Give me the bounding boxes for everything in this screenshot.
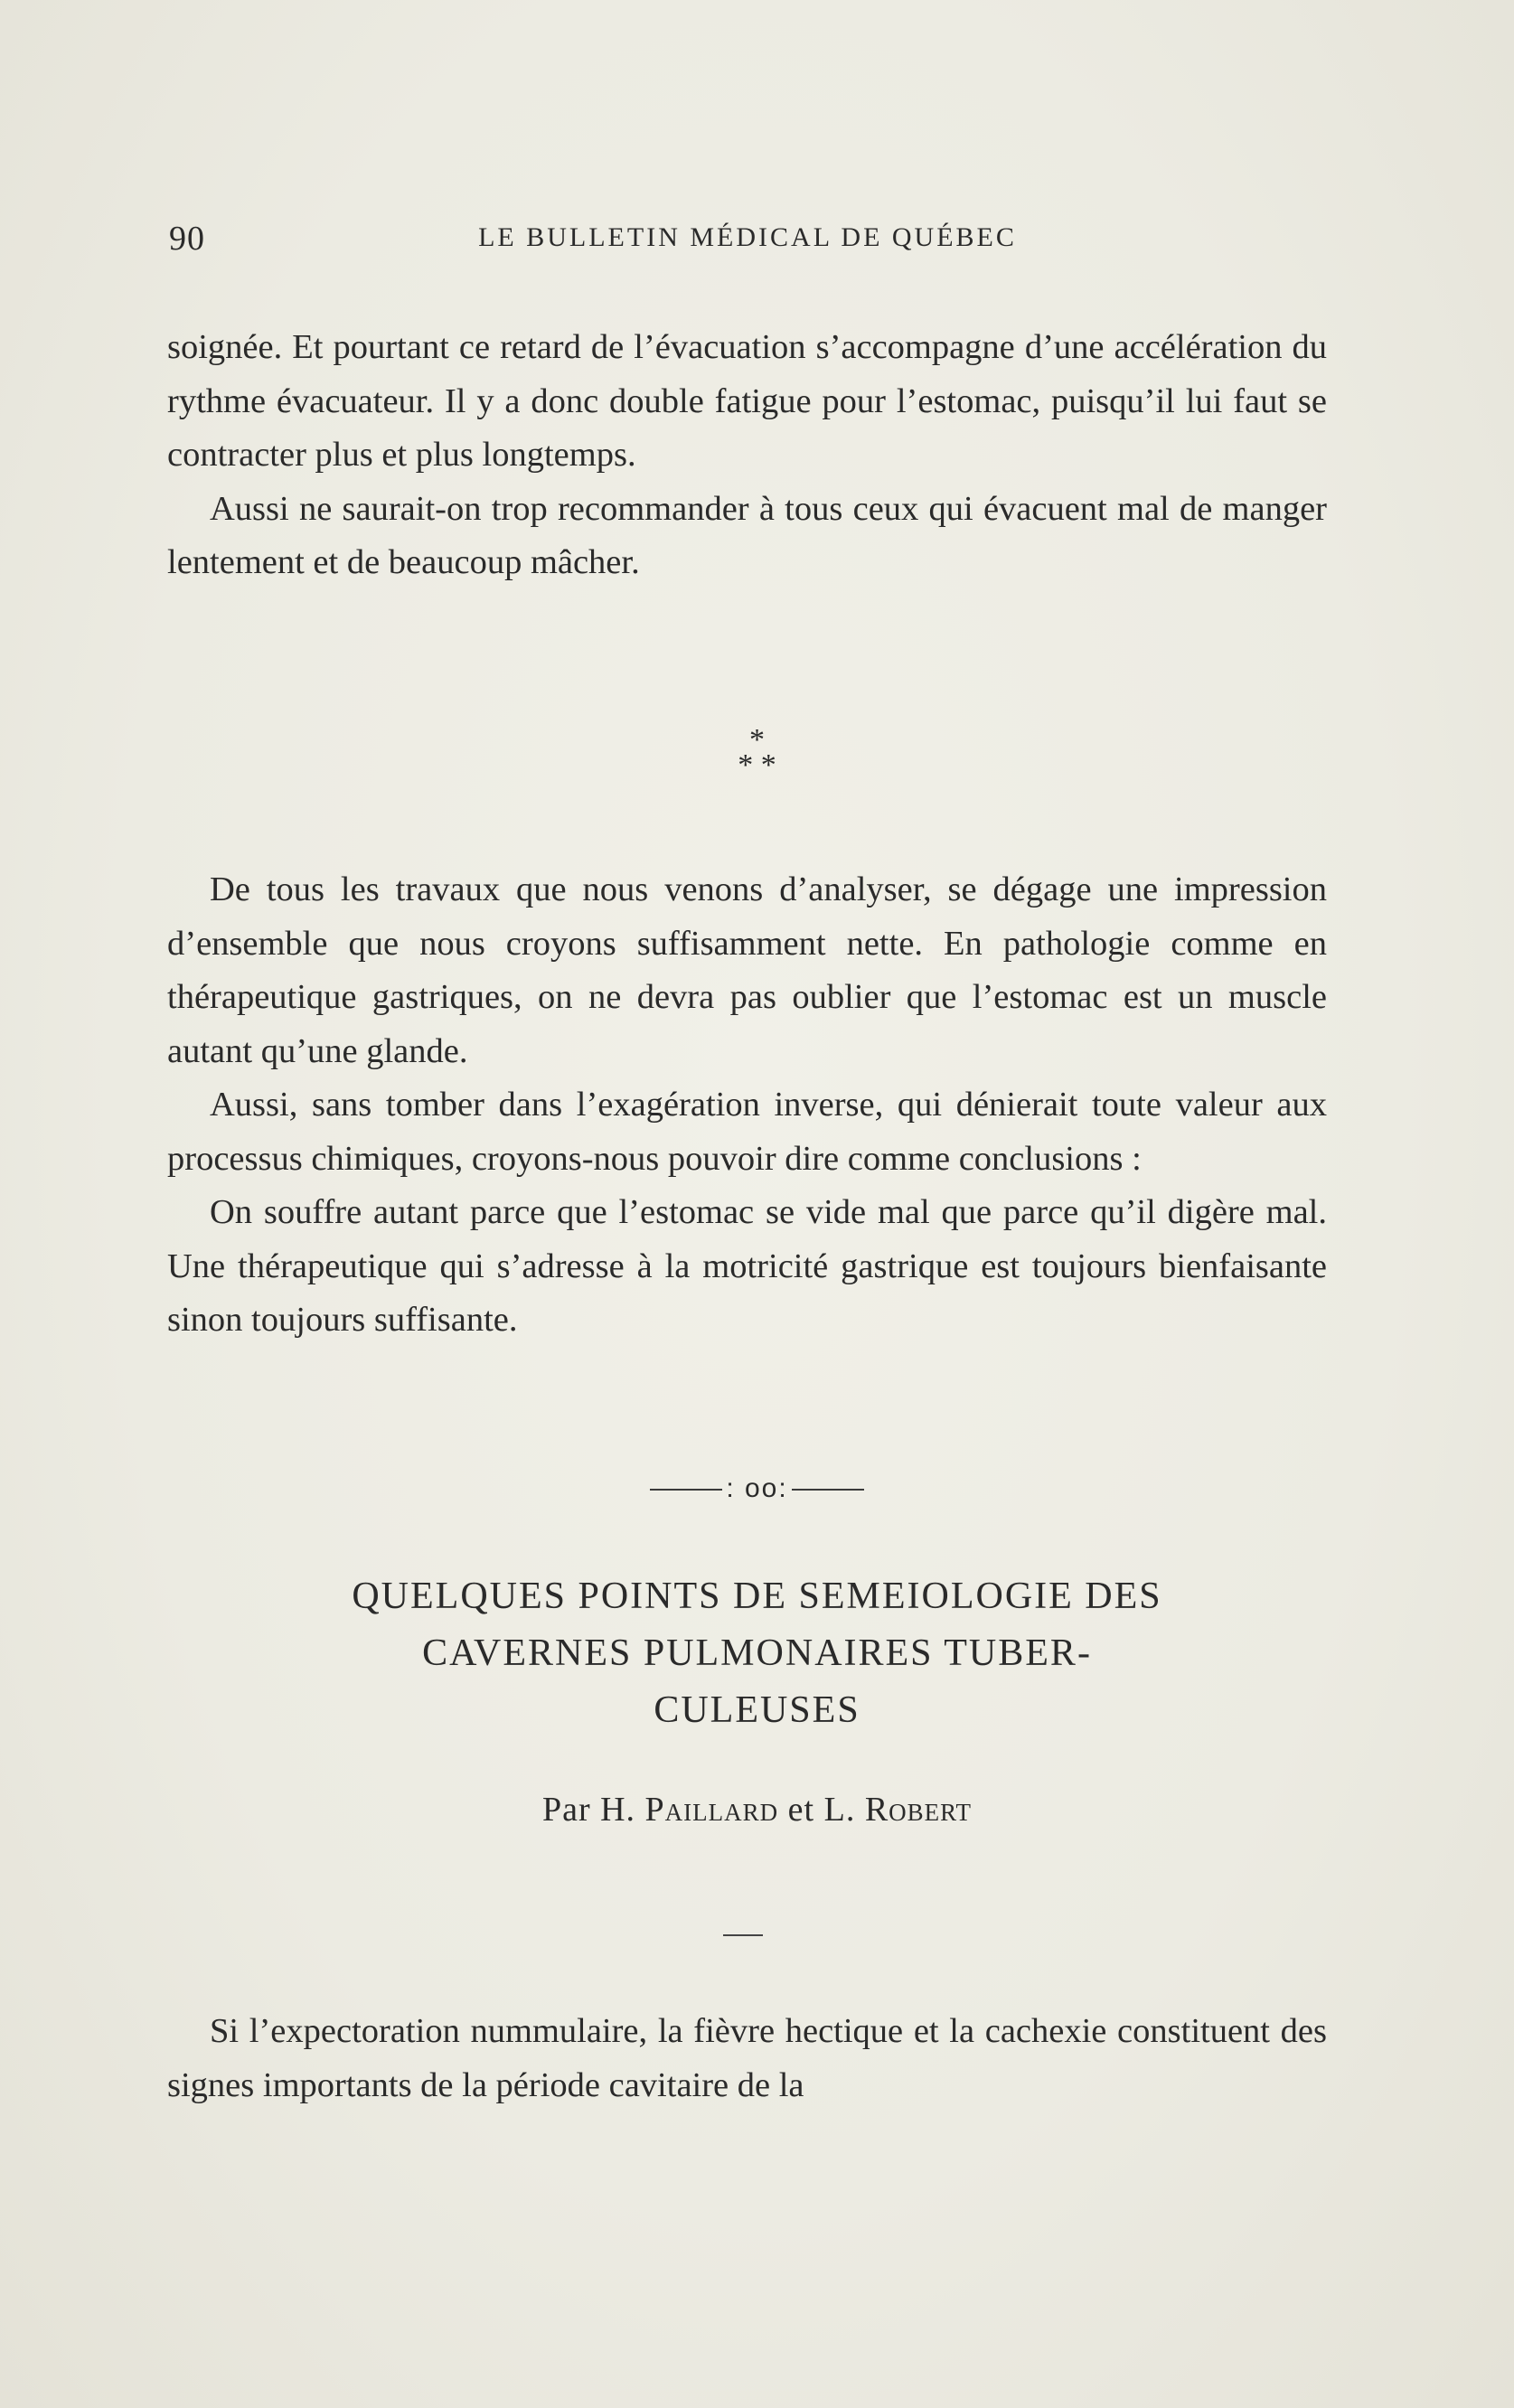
article-title-line: QUELQUES POINTS DE SEMEIOLOGIE DES [352, 1576, 1162, 1617]
asterism-bottom: * * [738, 748, 776, 782]
asterism [0, 723, 1514, 782]
article-byline [0, 1790, 1514, 1830]
body-text-article [167, 2005, 1327, 2112]
separator-rule-right [792, 1489, 864, 1491]
running-title: LE BULLETIN MÉDICAL DE QUÉBEC [478, 222, 1017, 252]
body-text-conclusion [167, 863, 1327, 1348]
separator-rule-left [650, 1489, 722, 1491]
article-title [0, 1568, 1514, 1739]
asterism-top: * [749, 723, 765, 757]
byline-joiner: et [787, 1791, 815, 1829]
paragraph: Si l’expectoration nummulaire, la fièvre hectique et la cachexie constituent des signes importants de la période cavitaire de la [167, 2012, 1327, 2104]
body-text-top [167, 321, 1327, 590]
paragraph: Aussi, sans tomber dans l’exagération inverse, qui dénierait toute valeur aux processus chimiques, croyons-nous pouvoir dire comme conclusions : [167, 1086, 1327, 1178]
article-title-line: CAVERNES PULMONAIRES TUBER- [422, 1632, 1092, 1674]
byline-dash [723, 1934, 763, 1936]
page-header [169, 219, 1326, 264]
paragraph: On souffre autant parce que l’estomac se vide mal que parce qu’il digère mal. Une thérapeutique qui s’adresse à la motricité gastrique est toujours bienfaisante sinon toujours suffisante. [167, 1193, 1327, 1339]
article-title-line: CULEUSES [654, 1689, 860, 1731]
section-separator [0, 1473, 1514, 1504]
separator-ornament: : oo: [726, 1473, 788, 1503]
author-name: L. Robert [823, 1791, 973, 1829]
byline-prefix: Par [541, 1791, 591, 1829]
paragraph: De tous les travaux que nous venons d’analyser, se dégage une impression d’ensemble que nous croyons suffisamment nette. En pathologie comme en thérapeutique gastriques, on ne devra pas oublier que l’estomac est un muscle autant qu’une glande. [167, 870, 1327, 1070]
paragraph: Aussi ne saurait-on trop recommander à tous ceux qui évacuent mal de manger lentement et de beaucoup mâcher. [167, 489, 1327, 581]
paragraph: soignée. Et pourtant ce retard de l’évacuation s’accompagne d’une accélération du rythme évacuateur. Il y a donc double fatigue pour l’estomac, puisqu’il lui faut se contracter plus et plus longtemps. [167, 328, 1327, 474]
page-number: 90 [169, 220, 205, 258]
author-name: H. Paillard [600, 1791, 779, 1829]
